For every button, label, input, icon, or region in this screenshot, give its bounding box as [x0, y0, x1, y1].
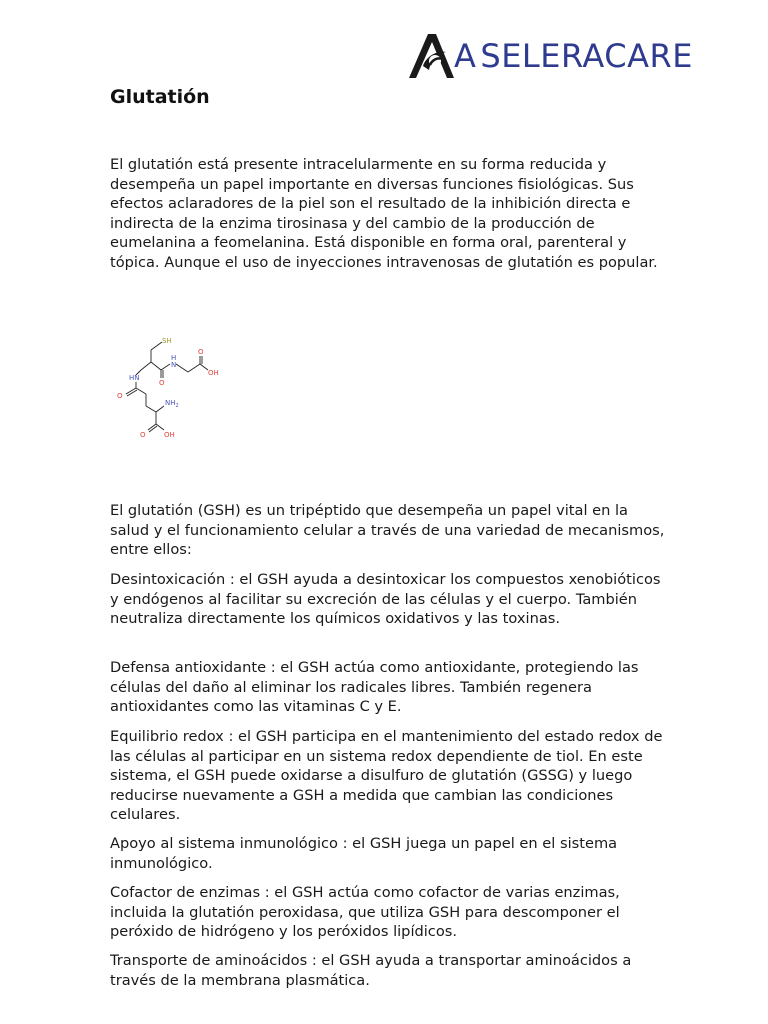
body-paragraph-detox: Desintoxicación : el GSH ayuda a desintoxicar los compuestos xenobióticos y endógenos al facilitar su excreción de las células y el cuerpo. También neutraliza directamente los químicos oxidativos y las toxinas.: [110, 571, 661, 628]
brand-logo: [404, 28, 734, 84]
structure-label-sh: SH: [162, 337, 172, 345]
structure-label-h: H: [171, 354, 177, 362]
brand-name-lead: A: [454, 37, 477, 75]
brand-name-rest: SELERACARE: [480, 37, 693, 75]
structure-label-n: N: [171, 361, 177, 369]
intro-paragraph: El glutatión está presente intracelularmente en su forma reducida y desempeña un papel importante en diversas funciones fisiológicas. Sus efectos aclaradores de la piel son el resultado de la inhibición directa e indirecta de la enzima tirosinasa y del cambio de la producción de eumelanina a feomelanina. Está disponible en forma oral, parenteral y tópica. Aunque el uso de inyecciones intravenosas de glutatión es popular.: [110, 156, 658, 271]
structure-label-o-cys: O: [159, 379, 165, 387]
page-title: Glutatión: [110, 86, 210, 108]
structure-label-nh2: [165, 399, 179, 409]
structure-label-nh2-main: NH: [165, 399, 176, 407]
body-paragraph-transport: Transporte de aminoácidos : el GSH ayuda a transportar aminoácidos a través de la membrana plasmática.: [110, 952, 632, 989]
body-paragraph-immune: Apoyo al sistema inmunológico : el GSH juega un papel en el sistema inmunológico.: [110, 835, 618, 872]
body-paragraph-intro: El glutatión (GSH) es un tripéptido que desempeña un papel vital en la salud y el funcionamiento celular a través de una variedad de mecanismos, entre ellos:: [110, 502, 665, 559]
structure-label-hn: HN: [129, 374, 140, 382]
body-paragraph-enzymes: Cofactor de enzimas : el GSH actúa como cofactor de varias enzimas, incluida la glutatión peroxidasa, que utiliza GSH para descomponer el peróxido de hidrógeno y los peróxidos lipídicos.: [110, 884, 620, 941]
body-paragraph-redox: Equilibrio redox : el GSH participa en el mantenimiento del estado redox de las células al participar en un sistema redox dependiente de tiol. En este sistema, el GSH puede oxidarse a disulfuro de glutatión (GSSG) y luego reducirse nuevamente a GSH a medida que cambian las condiciones celulares.: [110, 728, 663, 824]
body-paragraph-antioxidant: Defensa antioxidante : el GSH actúa como antioxidante, protegiendo las células del daño al eliminar los radicales libres. También regenera antioxidantes como las vitaminas C y E.: [110, 659, 639, 716]
structure-label-o-gamma: O: [117, 392, 123, 400]
structure-label-oh-bottom: OH: [164, 431, 175, 439]
structure-label-oh-gly: OH: [208, 369, 219, 377]
structure-label-o-bottom: O: [140, 431, 146, 439]
brand-name: [454, 37, 693, 75]
structure-label-o-gly: O: [198, 348, 204, 356]
structure-label-nh2-subscript: 2: [175, 403, 179, 409]
glutathione-structure-diagram: [112, 332, 252, 462]
